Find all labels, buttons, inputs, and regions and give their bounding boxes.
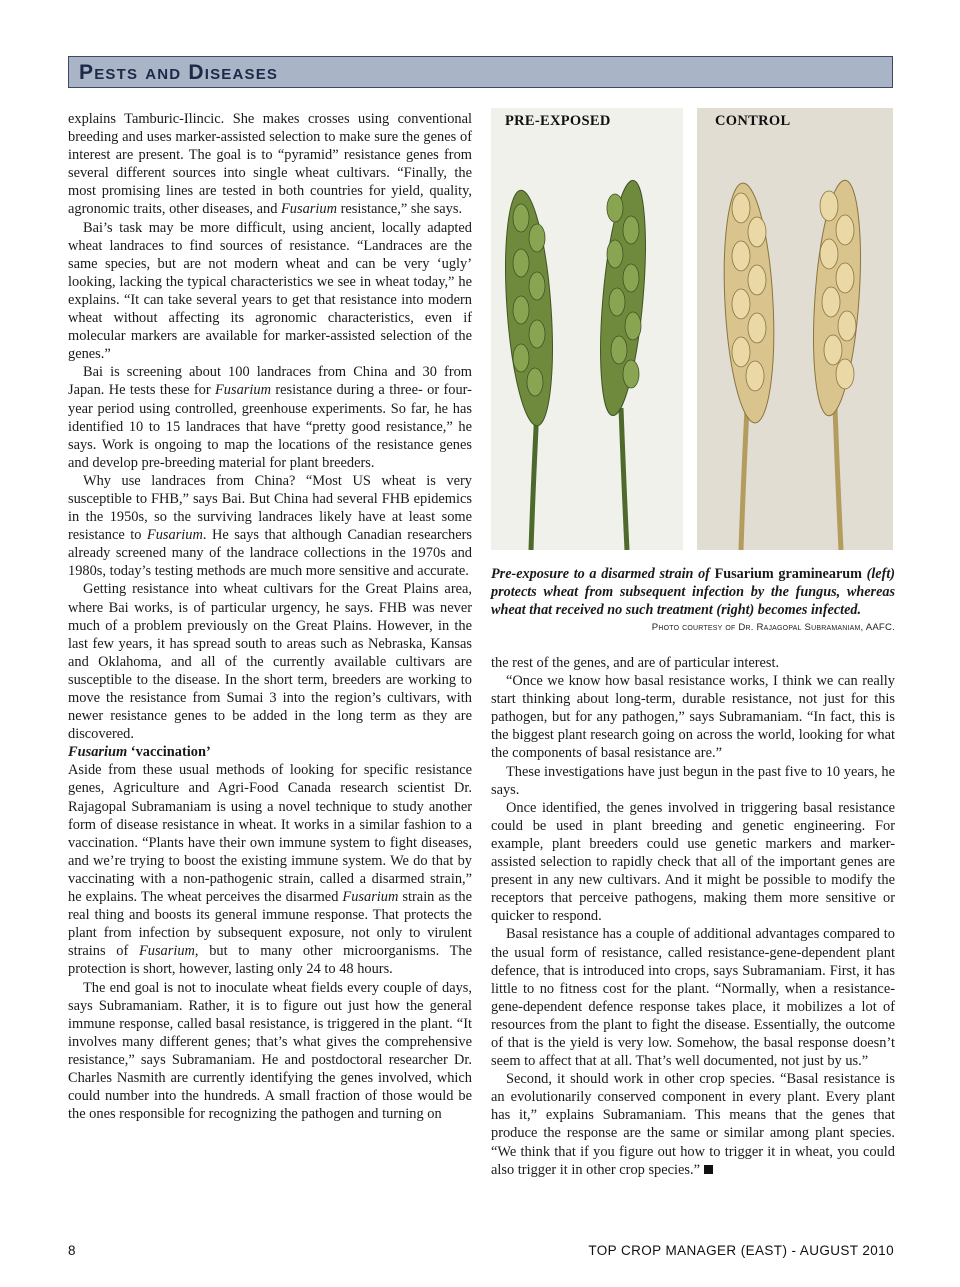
paragraph: Once identified, the genes involved in triggering basal resistance could be used in plant breeding and genetic engineering. For example, plant breeders could use genetic markers and marker-assisted selection to rapidly check that all of the important genes are present in any new cultivars. And it might be possible to modify the receptors that perceive pathogens, making them more sensitive or quicker to respond. [491, 799, 895, 925]
section-header-bar [68, 56, 893, 88]
figure-caption: Pre-exposure to a disarmed strain of Fusarium graminearum (left) protects wheat from subsequent infection by the fungus, whereas wheat that received no such treatment (right) becomes infected. [491, 566, 895, 619]
paragraph: Bai is screening about 100 landraces from China and 30 from Japan. He tests these for Fusarium resistance during a three- or four-year period using controlled, greenhouse experiments. So far, he has identified 10 to 15 landraces that have “pretty good resistance,” he says. Work is ongoing to map the locations of the resistance genes and develop pre-breeding material for plant breeders. [68, 364, 472, 471]
paragraph: explains Tamburic-Ilincic. She makes crosses using conventional breeding and uses marker-assisted selection to make sure the genes of interest are present. The goal is to “pyramid” resistance genes from several different sources into single wheat cultivars. “Finally, the most promising lines are tested in both countries for yield, quality, agronomic traits, other diseases, and Fusarium resistance,” she says. [68, 111, 472, 218]
page-number: 8 [68, 1243, 76, 1258]
left-column [68, 110, 472, 1123]
section-title: Pests and Diseases [79, 61, 279, 84]
right-column [491, 654, 895, 1179]
control-photo [697, 108, 893, 550]
pre-exposed-photo [491, 108, 683, 550]
paragraph: Getting resistance into wheat cultivars for the Great Plains area, where Bai works, is of particular urgency, he says. FHB was never much of a problem previously on the Great Plains. However, in the last few years, it has spread south to areas such as Nebraska, Kansas and Oklahoma, and all of the currently available cultivars are susceptible to the disease. In the short term, breeders are working to move the resistance from Sumai 3 into the region’s cultivars, with newer resistance genes to be added in the long term as they are discovered. [68, 581, 472, 743]
wheat-figure [491, 108, 893, 550]
paragraph: Second, it should work in other crop species. “Basal resistance is an evolutionarily conserved component in every plant. Every plant has it,” explains Subramaniam. This means that the genes that produce the response are the same or similar among plant species. “We think that if you figure out how to trigger it in wheat, you could also trigger it in other crop species.” [491, 1071, 895, 1178]
paragraph: These investigations have just begun in the past five to 10 years, he says. [491, 763, 895, 798]
label-control: CONTROL [715, 113, 791, 129]
end-of-article-mark [704, 1165, 713, 1174]
publication-footer: TOP CROP MANAGER (EAST) - AUGUST 2010 [588, 1243, 894, 1258]
paragraph: the rest of the genes, and are of particular interest. [491, 655, 780, 671]
paragraph: Aside from these usual methods of looking for specific resistance genes, Agriculture and Agri-Food Canada research scientist Dr. Rajagopal Subramaniam is using a novel technique to study another form of disease resistance in wheat. It works in a similar fashion to a vaccination. “Plants have their own immune system to fight diseases, and we’re trying to boost the existing immune system. We do that by vaccinating with a non-pathogenic strain, called a disarmed strain,” he explains. The wheat perceives the disarmed Fusarium strain as the real thing and boosts its general immune response. That protects the plant from infection by subsequent exposure, not only to virulent strains of Fusarium, but to many other microorganisms. The protection is short, however, lasting only 24 to 48 hours. [68, 762, 472, 978]
photo-credit: Photo courtesy of Dr. Rajagopal Subramaniam, AAFC. [651, 622, 895, 633]
paragraph: Why use landraces from China? “Most US wheat is very susceptible to FHB,” says Bai. But China had several FHB epidemics in the 1950s, so the surviving landraces likely have at least some resistance to Fusarium. He says that although Canadian researchers already screened many of the landrace collections in the 1970s and 1980s, today’s testing methods are much more sensitive and accurate. [68, 472, 472, 580]
paragraph: “Once we know how basal resistance works, I think we can really start thinking about long-term, durable resistance, not just for this pathogen, but for any pathogen,” says Subramaniam. “In fact, this is the biggest plant research going on across the world, looking for what the components of basal resistance are.” [491, 673, 895, 762]
green-wheat-illustration [491, 108, 683, 550]
infected-wheat-illustration [697, 108, 893, 550]
subheading: Fusarium ‘vaccination’ [68, 744, 211, 761]
paragraph: Basal resistance has a couple of additional advantages compared to the usual form of resistance, called resistance-gene-dependent plant defence, that is introduced into crops, says Subramaniam. First, it has little to no fitness cost for the plant. “Normally, when a resistance-gene-dependent defence response takes place, it mobilizes a lot of resources from the plant to fight the disease. Essentially, the outcome of that is the yield is very low. Somehow, the basal response doesn’t seem to affect that at all. That’s well documented, not just by us.” [491, 926, 895, 1070]
label-pre-exposed: PRE-EXPOSED [505, 113, 611, 129]
paragraph: The end goal is not to inoculate wheat fields every couple of days, says Subramaniam. Rather, it is to figure out just how the general immune response, called basal resistance, is triggered in the plant. “It involves many different genes; that’s what gives the comprehensive resistance,” says Subramaniam. He and postdoctoral researcher Dr. Charles Nasmith are currently identifying the genes involved, which could number into the hundreds. A small fraction of those would be the ones responsible for recognizing the pathogen and turning on [68, 979, 472, 1123]
paragraph: Bai’s task may be more difficult, using ancient, locally adapted wheat landraces to find sources of resistance. “Landraces are the same species, but are not modern wheat and can be very ‘ugly’ looking, lacking the typical characteristics we see in wheat today,” he explains. “It can take several years to get that resistance into modern wheat without affecting its agronomic characteristics, even if molecular markers are available for marker-assisted selection of the genes.” [68, 219, 472, 363]
